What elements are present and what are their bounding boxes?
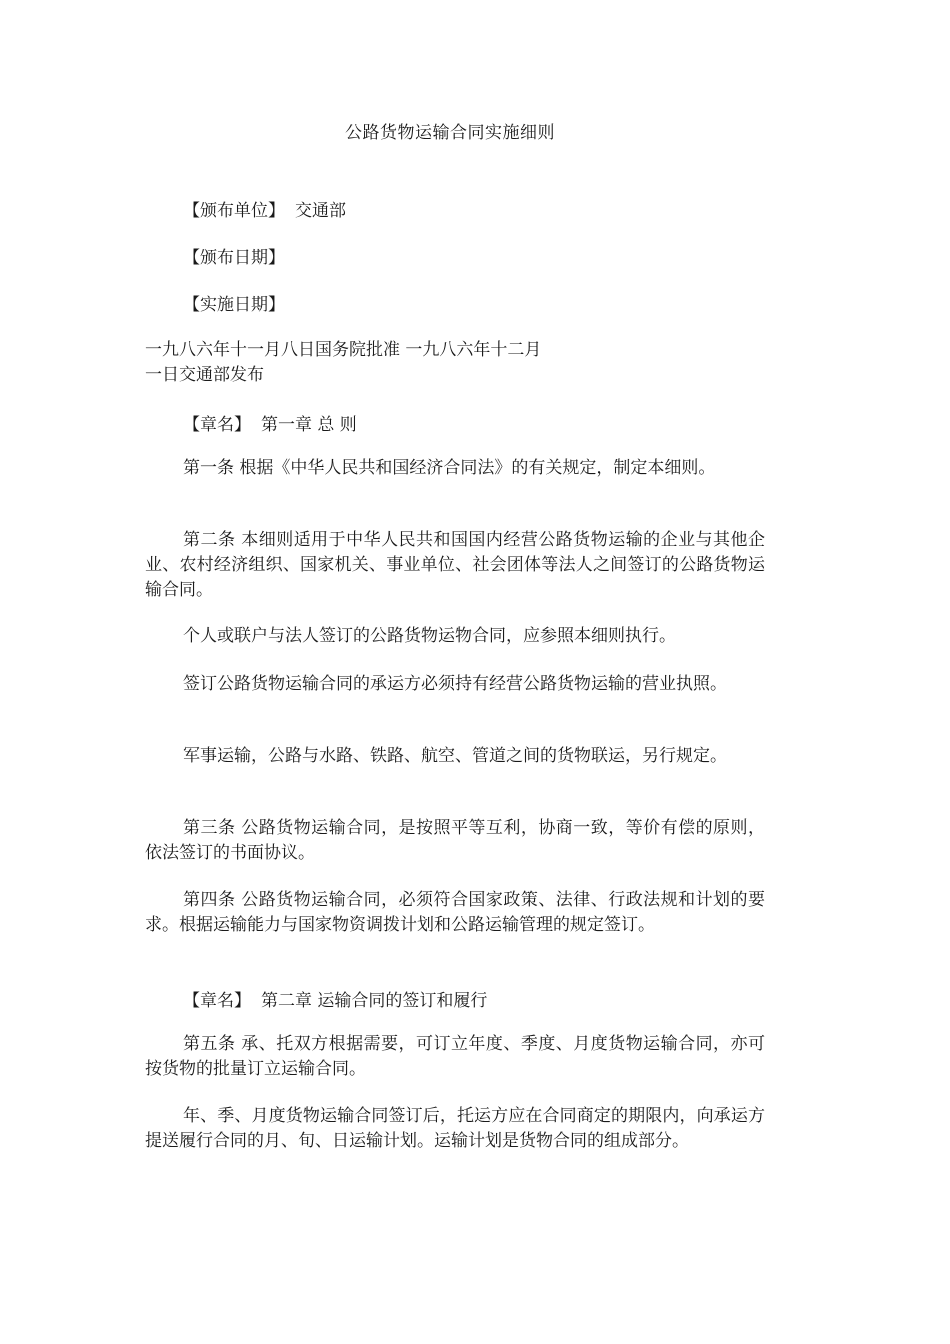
chapter-title: 第一章 总 则	[261, 415, 357, 435]
meta-effective-date-label: 【实施日期】	[183, 295, 285, 315]
meta-issue-date	[183, 243, 295, 268]
chapter-heading-2	[183, 986, 487, 1011]
article-1: 第一条 根据《中华人民共和国经济合同法》的有关规定，制定本细则。	[183, 458, 716, 478]
chapter-label: 【章名】	[183, 415, 251, 435]
article-4: 第四条 公路货物运输合同，必须符合国家政策、法律、行政法规和计划的要求。根据运输能力与国家物资调拨计划和公路运输管理的规定签订。	[145, 890, 765, 935]
meta-issuer-label: 【颁布单位】	[183, 201, 285, 221]
meta-issue-date-label: 【颁布日期】	[183, 248, 285, 268]
article-2-clause: 个人或联户与法人签订的公路货物运物合同，应参照本细则执行。	[183, 626, 676, 646]
article-2-clause: 军事运输，公路与水路、铁路、航空、管道之间的货物联运，另行规定。	[183, 746, 727, 766]
chapter-title: 第二章 运输合同的签订和履行	[261, 991, 488, 1011]
article-5: 第五条 承、托双方根据需要，可订立年度、季度、月度货物运输合同，亦可按货物的批量订立运输合同。	[145, 1034, 765, 1079]
approval-note	[145, 338, 765, 388]
article-2: 第二条 本细则适用于中华人民共和国国内经营公路货物运输的企业与其他企业、农村经济组织、国家机关、事业单位、社会团体等法人之间签订的公路货物运输合同。	[145, 530, 765, 600]
chapter-label: 【章名】	[183, 991, 251, 1011]
meta-issuer	[183, 196, 346, 221]
meta-effective-date	[183, 290, 295, 315]
article-3: 第三条 公路货物运输合同，是按照平等互利，协商一致，等价有偿的原则，依法签订的书面协议。	[145, 818, 765, 863]
article-5-clause: 年、季、月度货物运输合同签订后，托运方应在合同商定的期限内，向承运方提送履行合同的月、旬、日运输计划。运输计划是货物合同的组成部分。	[145, 1106, 765, 1151]
document-title: 公路货物运输合同实施细则	[345, 123, 555, 143]
approval-line: 一日交通部发布	[145, 365, 264, 385]
article-2-clause: 签订公路货物运输合同的承运方必须持有经营公路货物运输的营业执照。	[183, 674, 727, 694]
chapter-heading-1	[183, 410, 357, 435]
meta-issuer-value: 交通部	[295, 201, 346, 221]
approval-line: 一九八六年十一月八日国务院批准 一九八六年十二月	[145, 340, 542, 360]
